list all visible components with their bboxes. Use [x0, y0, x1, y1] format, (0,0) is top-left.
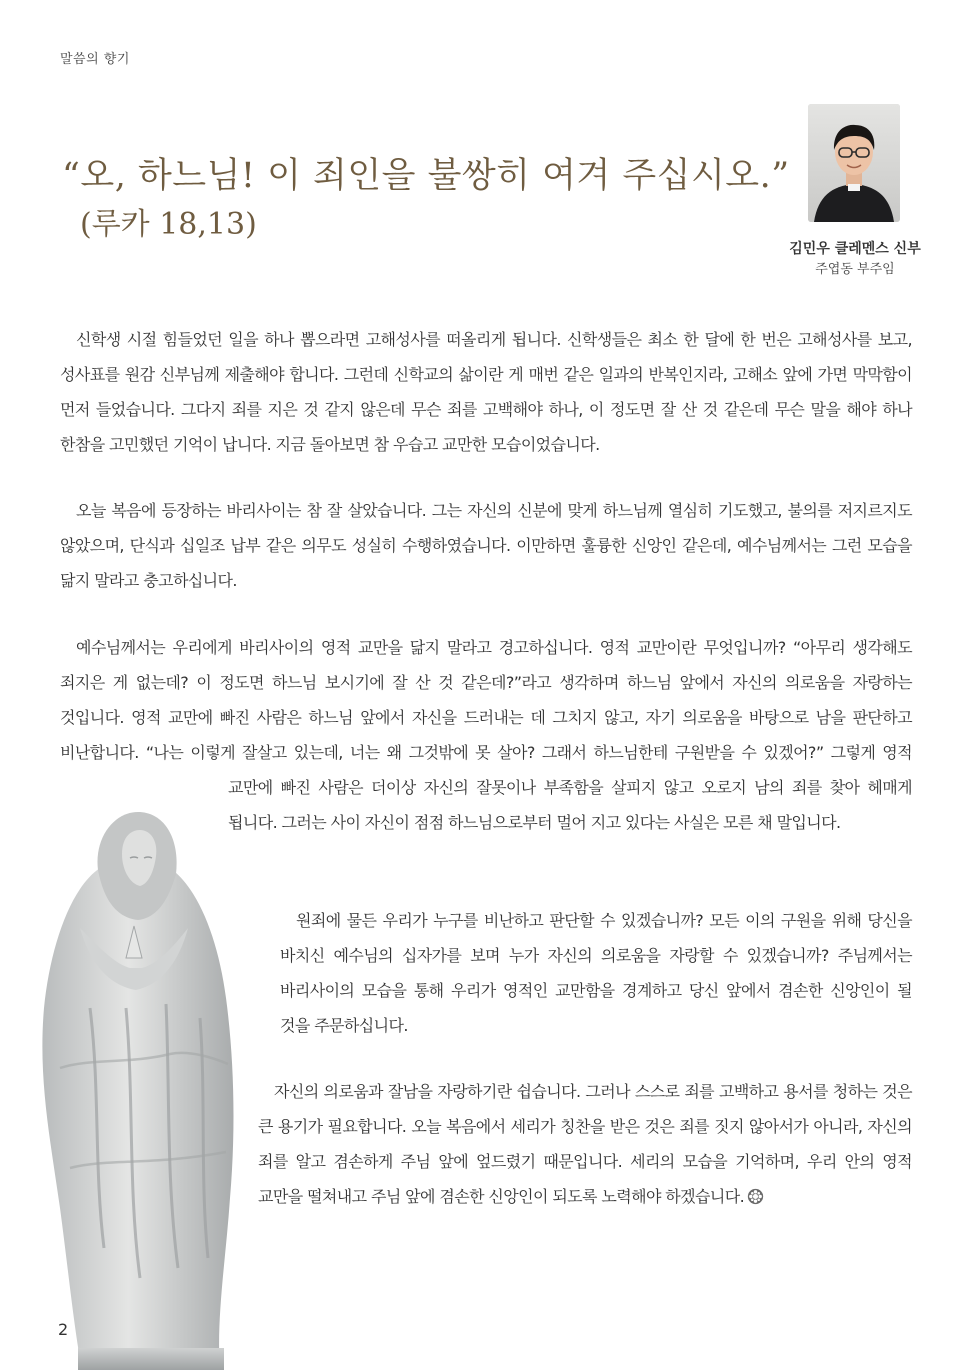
page-number: 2	[58, 1320, 69, 1339]
body-paragraph-4: 원죄에 물든 우리가 누구를 비난하고 판단할 수 있겠습니까? 모든 이의 구원을 위해 당신을 바치신 예수님의 십자가를 보며 누가 자신의 의로움을 자랑할 수 있겠습니까? 주님께서는 바리사이의 모습을 통해 우리가 영적인 교만함을 경계하고 당신 앞에서 겸손한 신앙인이 될 것을 주문하십니다.	[280, 911, 912, 1035]
author-name: 김민우 클레멘스 신부	[789, 241, 921, 257]
paragraph-5-text: 자신의 의로움과 잘남을 자랑하기란 쉽습니다. 그러나 스스로 죄를 고백하고 용서를 청하는 것은 큰 용기가 필요합니다. 오늘 복음에서 세리가 칭찬을 받은 것은 죄를 짓지 않아서가 아니라, 자신의 죄를 알고 겸손하게 주님 앞에 엎드렸기 때문입니다. 세리의 모습을 기억하며, 우리 안의 영적 교만을 떨쳐내고 주님 앞에 겸손한 신앙인이 되도록 노력해야 하겠습니다.	[258, 1082, 912, 1206]
body-paragraph-2: 오늘 복음에 등장하는 바리사이는 참 잘 살았습니다. 그는 자신의 신분에 맞게 하느님께 열심히 기도했고, 불의를 저지르지도 않았으며, 단식과 십일조 납부 같은 의무도 성실히 수행하였습니다. 이만하면 훌륭한 신앙인 같은데, 예수님께서는 그런 모습을 닮지 말라고 충고하십니다.	[60, 501, 912, 590]
body-paragraph-1: 신학생 시절 힘들었던 일을 하나 뽑으라면 고해성사를 떠올리게 됩니다. 신학생들은 최소 한 달에 한 번은 고해성사를 보고, 성사표를 원감 신부님께 제출해야 합니다. 그런데 신학교의 삶이란 게 매번 같은 일과의 반복인지라, 고해소 앞에 가면 막막함이 먼저 들었습니다. 그다지 죄를 지은 것 같지 않은데 무슨 죄를 고백해야 하나, 이 정도면 잘 산 것 같은데 무슨 말을 해야 하나 한참을 고민했던 기억이 납니다. 지금 돌아보면 참 우습고 교만한 모습이었습니다.	[60, 330, 912, 454]
scripture-reference: (루카 18,13)	[80, 207, 257, 242]
paragraph-3-text: 예수님께서는 우리에게 바리사이의 영적 교만을 닮지 말라고 경고하십니다. 영적 교만이란 무엇입니까? “아무리 생각해도 죄지은 게 없는데? 이 정도면 하느님 보시기에 잘 산 것 같은데?”라고 생각하며 하느님 앞에서 자신의 의로움을 자랑하는 것입니다. 영적 교만에 빠진 사람은 하느님 앞에서 자신을 드러내는 데 그치지 않고, 자기 의로움을 바탕으로 남을 판단하고 비난합니다. “나는 이렇게 잘살고 있는데, 너는 왜 그것밖에 못 살아? 그래서 하느님한테 구원받을 수 있겠어?” 그렇게 영적 교만에 빠진 사람은 더이상 자신의 잘못이나 부족함을 살피지 않고 오로지 남의 죄를 찾아 헤매게 됩니다. 그러는 사이 자신이 점점 하느님으로부터 멀어 지고 있다는 사실은 모른 채 말입니다.	[60, 638, 912, 832]
author-photo	[808, 104, 900, 222]
page-title: “오, 하느님! 이 죄인을 불쌍히 여겨 주십시오.”	[62, 156, 790, 196]
priest-portrait-icon	[808, 104, 900, 222]
author-role: 주엽동 부주임	[815, 262, 895, 277]
section-label: 말씀의 향기	[60, 52, 130, 67]
praying-statue-image	[30, 808, 240, 1370]
end-mark-icon	[747, 1188, 764, 1205]
body-paragraph-5	[258, 1074, 912, 1214]
